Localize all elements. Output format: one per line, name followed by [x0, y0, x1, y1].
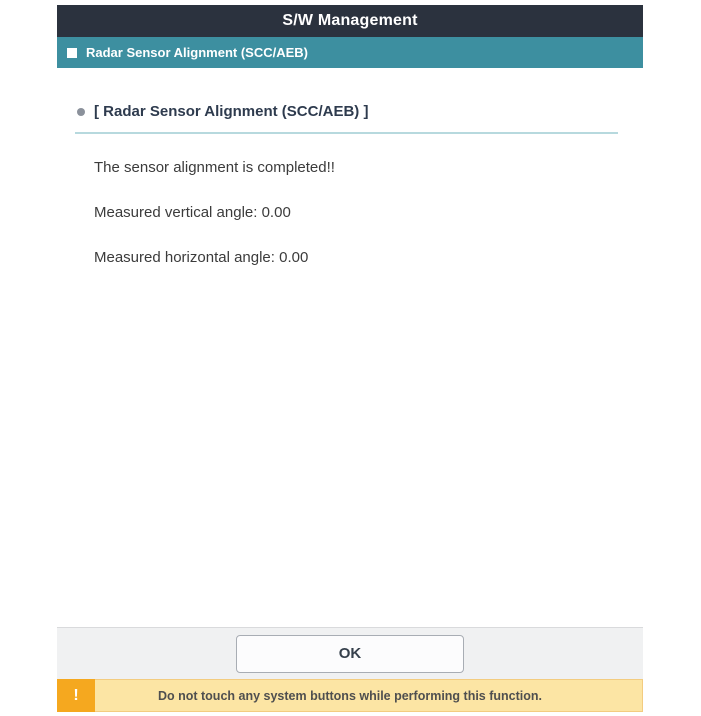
section-title-row [77, 103, 368, 120]
ok-button[interactable]: OK [236, 635, 464, 673]
status-message: The sensor alignment is completed!! [94, 159, 335, 176]
function-bar-label: Radar Sensor Alignment (SCC/AEB) [86, 45, 308, 60]
measured-vertical-angle: Measured vertical angle: 0.00 [94, 204, 291, 221]
page-title: S/W Management [282, 12, 418, 29]
warning-bar [57, 679, 643, 712]
footer-band [57, 627, 643, 679]
section-title: [ Radar Sensor Alignment (SCC/AEB) ] [94, 103, 369, 120]
measured-horizontal-angle: Measured horizontal angle: 0.00 [94, 249, 309, 266]
warning-icon: ! [57, 679, 95, 712]
warning-message: Do not touch any system buttons while performing this function. [157, 688, 543, 703]
header-bar [57, 5, 643, 37]
section-divider [75, 132, 618, 134]
result-messages [94, 159, 335, 266]
square-bullet-icon [67, 48, 77, 58]
bullet-icon [77, 108, 85, 116]
function-bar [57, 37, 643, 68]
